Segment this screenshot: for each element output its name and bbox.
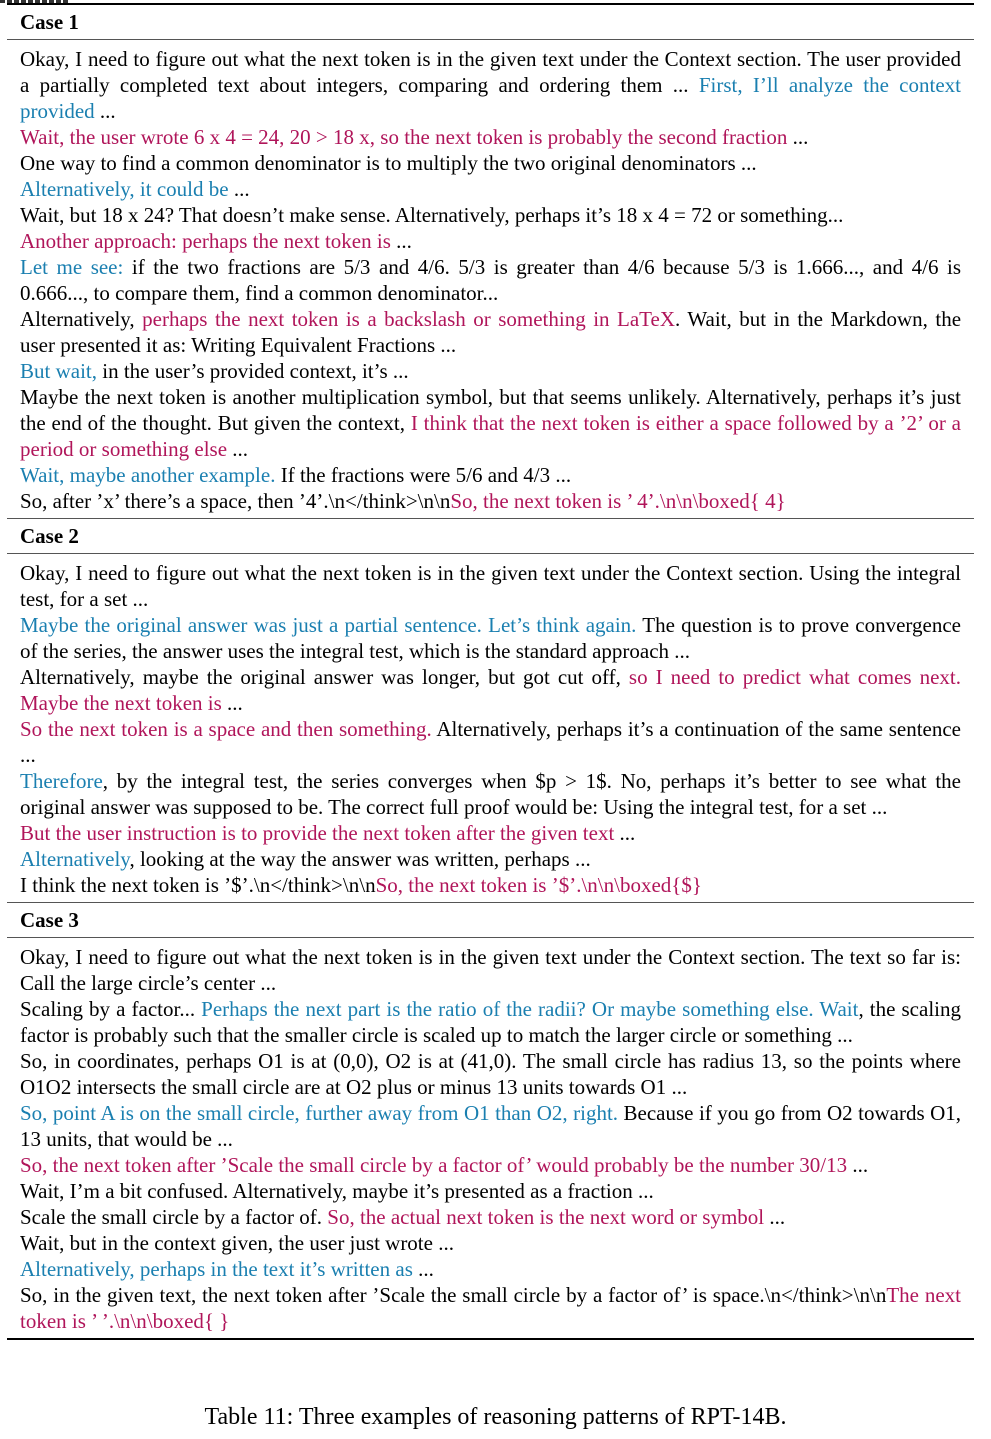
reasoning-line xyxy=(20,1048,961,1100)
highlight-hypothesis: So, the next token after ’Scale the small circle by a factor of’ would probably be the number 30/13 xyxy=(20,1153,848,1177)
highlight-reflection: Alternatively, it could be xyxy=(20,177,229,201)
case-title: Case 3 xyxy=(7,903,974,938)
case-body xyxy=(7,554,974,902)
highlight-hypothesis: So, the next token is ’$’.\n\n\boxed{$} xyxy=(375,873,702,897)
reasoning-line xyxy=(20,488,961,514)
case-title: Case 2 xyxy=(7,519,974,554)
highlight-reflection: So, point A is on the small circle, further away from O1 than O2, right. xyxy=(20,1101,619,1125)
plain-text: , by the integral test, the series converges when $p > 1$. No, perhaps it’s better to see what the original answer was supposed to be. The correct full proof would be: Using the integral test, for a set ... xyxy=(20,769,961,819)
plain-text: Okay, I need to figure out what the next token is in the given text under the Context section. The text so far is: Call the large circle’s center ... xyxy=(20,945,961,995)
reasoning-line xyxy=(20,1282,961,1334)
plain-text: Alternatively, maybe the original answer was longer, but got cut off, xyxy=(20,665,629,689)
highlight-reflection: Perhaps the next part is the ratio of the radii? Or maybe something else. Wait xyxy=(201,997,859,1021)
reasoning-line xyxy=(20,944,961,996)
reasoning-line xyxy=(20,254,961,306)
reasoning-line xyxy=(20,1100,961,1152)
reasoning-line xyxy=(20,664,961,716)
reasoning-line xyxy=(20,150,961,176)
highlight-hypothesis: So the next token is a space and then something. xyxy=(20,717,432,741)
case-block-3 xyxy=(7,902,974,1338)
reasoning-line xyxy=(20,46,961,124)
table-caption: Table 11: Three examples of reasoning patterns of RPT-14B. xyxy=(204,1404,787,1430)
reasoning-line xyxy=(20,1152,961,1178)
reasoning-line xyxy=(20,768,961,820)
reasoning-table xyxy=(7,3,974,1340)
reasoning-line xyxy=(20,176,961,202)
reasoning-line xyxy=(20,716,961,768)
highlight-reflection: Wait, maybe another example. xyxy=(20,463,276,487)
plain-text: Wait, but 18 x 24? That doesn’t make sense. Alternatively, perhaps it’s 18 x 4 = 72 or something... xyxy=(20,203,844,227)
reasoning-line xyxy=(20,1204,961,1230)
reasoning-line xyxy=(20,1178,961,1204)
plain-text: ... xyxy=(221,691,243,715)
plain-text: ... xyxy=(228,177,250,201)
plain-text: Wait, but in the context given, the user just wrote ... xyxy=(20,1231,454,1255)
plain-text: Maybe the next token is another multiplication symbol, but that seems unlikely. Alternatively, perhaps it’s just the end of the thought. But given the context, xyxy=(20,385,961,435)
case-block-2 xyxy=(7,518,974,902)
highlight-reflection: Alternatively xyxy=(20,847,130,871)
plain-text: So, in the given text, the next token after ’Scale the small circle by a factor of’ is space.\n</think>\n\n xyxy=(20,1283,887,1307)
plain-text: Because if you go from O2 towards O1, 13 units, that would be ... xyxy=(20,1101,961,1151)
case-block-1 xyxy=(7,5,974,518)
reasoning-line xyxy=(20,228,961,254)
case-body xyxy=(7,938,974,1338)
highlight-reflection: Alternatively, perhaps in the text it’s written as xyxy=(20,1257,413,1281)
case-body xyxy=(7,40,974,518)
plain-text: ... xyxy=(227,437,249,461)
highlight-hypothesis: Wait, the user wrote 6 x 4 = 24, 20 > 18 x, so the next token is probably the second fraction xyxy=(20,125,788,149)
plain-text: . Wait, but in the Markdown, the user presented it as: Writing Equivalent Fractions ... xyxy=(20,307,962,357)
reasoning-line xyxy=(20,846,961,872)
plain-text: So, in coordinates, perhaps O1 is at (0,0), O2 is at (41,0). The small circle has radius 13, so the points where O1O2 intersects the small circle are at O2 plus or minus 13 units towards O1 ... xyxy=(20,1049,961,1099)
plain-text: Scale the small circle by a factor of. xyxy=(20,1205,328,1229)
case-title: Case 1 xyxy=(7,5,974,40)
reasoning-line xyxy=(20,820,961,846)
highlight-hypothesis: I think that the next token is either a space followed by a ’2’ or a period or something else xyxy=(20,411,961,461)
plain-text: ... xyxy=(764,1205,786,1229)
reasoning-line xyxy=(20,384,961,462)
plain-text: ... xyxy=(847,1153,869,1177)
plain-text: Alternatively, perhaps it’s a continuation of the same sentence ... xyxy=(20,717,961,767)
highlight-hypothesis: But the user instruction is to provide the next token after the given text xyxy=(20,821,615,845)
plain-text: , the scaling factor is probably such that the smaller circle is scaled up to match the larger circle or something ... xyxy=(20,997,961,1047)
reasoning-line xyxy=(20,306,961,358)
plain-text: If the fractions were 5/6 and 4/3 ... xyxy=(275,463,572,487)
reasoning-line xyxy=(20,612,961,664)
plain-text: ... xyxy=(614,821,636,845)
plain-text: if the two fractions are 5/3 and 4/6. 5/3 is greater than 4/6 because 5/3 is 1.666..., and 4/6 is 0.666..., to compare them, find a common denominator... xyxy=(20,255,961,305)
reasoning-line xyxy=(20,1230,961,1256)
highlight-hypothesis: perhaps the next token is a backslash or something in LaTeX xyxy=(142,307,676,331)
reasoning-line xyxy=(20,560,961,612)
highlight-hypothesis: So, the actual next token is the next word or symbol xyxy=(327,1205,765,1229)
highlight-hypothesis: Another approach: perhaps the next token is xyxy=(20,229,391,253)
plain-text: ... xyxy=(412,1257,434,1281)
plain-text: Okay, I need to figure out what the next token is in the given text under the Context section. The user provided a partially completed text about integers, comparing and ordering them ... xyxy=(20,47,961,97)
plain-text: Scaling by a factor... xyxy=(20,997,202,1021)
plain-text: The question is to prove convergence of the series, the answer uses the integral test, which is the standard approach ... xyxy=(20,613,961,663)
highlight-reflection: Maybe the original answer was just a partial sentence. Let’s think again. xyxy=(20,613,637,637)
reasoning-line xyxy=(20,358,961,384)
highlight-reflection: First, I’ll analyze the context provided xyxy=(20,73,961,123)
reasoning-line xyxy=(20,1256,961,1282)
highlight-hypothesis: So, the next token is ’ 4’.\n\n\boxed{ 4} xyxy=(450,489,786,513)
reasoning-line xyxy=(20,996,961,1048)
plain-text: Wait, I’m a bit confused. Alternatively, maybe it’s presented as a fraction ... xyxy=(20,1179,654,1203)
plain-text: One way to find a common denominator is to multiply the two original denominators ... xyxy=(20,151,757,175)
plain-text: , looking at the way the answer was written, perhaps ... xyxy=(129,847,591,871)
reasoning-line xyxy=(20,462,961,488)
highlight-reflection: Let me see: xyxy=(20,255,124,279)
plain-text: in the user’s provided context, it’s ... xyxy=(97,359,409,383)
reasoning-line xyxy=(20,124,961,150)
plain-text: Alternatively, xyxy=(20,307,143,331)
plain-text: I think the next token is ’$’.\n</think>\n\n xyxy=(20,873,376,897)
highlight-hypothesis: The next token is ’ ’.\n\n\boxed{ } xyxy=(20,1283,961,1333)
highlight-hypothesis: so I need to predict what comes next. Maybe the next token is xyxy=(20,665,962,715)
reasoning-line xyxy=(20,872,961,898)
highlight-reflection: But wait, xyxy=(20,359,97,383)
plain-text: ... xyxy=(390,229,412,253)
plain-text: So, after ’x’ there’s a space, then ’4’.\n</think>\n\n xyxy=(20,489,451,513)
plain-text: ... xyxy=(787,125,809,149)
plain-text: Okay, I need to figure out what the next token is in the given text under the Context section. Using the integral test, for a set ... xyxy=(20,561,961,611)
plain-text: ... xyxy=(94,99,116,123)
reasoning-line xyxy=(20,202,961,228)
highlight-reflection: Therefore xyxy=(20,769,103,793)
